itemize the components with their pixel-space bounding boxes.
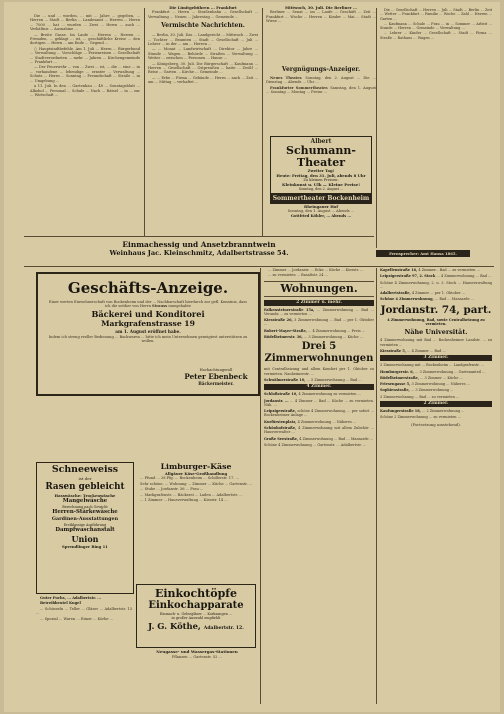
jordanstr-heading: Jordanstr. 74, part. bbox=[380, 303, 492, 316]
right-listing-column: Kapellenstraße 16, 4 Zimmer... Bad ... zu vermieten ... Leipzigerstraße 97, 2. Stock ... 4 Zimmerwohnung ... Bad ... Schöne 4 Zimmerwohnung, 2. u. 3. Stock ... Hausverwaltung ... Adalbertstraße, 4 Zimmer ... per 1. Oktober ... Schöne 4 Zimmerwohnung, ... Bad ... Mansarde ... Jordanstr. 74, part. 4 Zimmerwohnung, Bad, sowie Centralheizung zu vermieten. Nähe Universität. 4 Zimmerwohnung mit Bad ... Bockenheimer Landstr. ... zu vermieten ... Kiesstraße 5, ... 4 Zimmer ... Bad ... 3 Zimmer. 3 Zimmerwohnung mit ... Bockenheim ... Landgrafenstr. ... Homburgerstr. 6, ... 3 Zimmerwohnung ... Gartenanteil ... Rödelheimerstraße, ... 3 Zimmer ... Küche ... Friesengasse 5, 3 Zimmerwohnung ... Näheres ... Sophienstraße, ... 3 Zimmerwohnung ... 3 Zimmerwohnung ... Bad ... zu vermieten ... 2 Zimmer. Kaufungerstraße 18, ... 2 Zimmerwohnung ... Schöne 2 Zimmerwohnung ... zu vermieten ... (Fortsetzung umstehend). bbox=[380, 268, 492, 427]
fortsetzung: (Fortsetzung umstehend). bbox=[411, 422, 461, 427]
newspaper-page bbox=[4, 2, 500, 712]
owner-label: Hochachtungsvoll bbox=[199, 368, 233, 372]
sheet bbox=[24, 4, 494, 704]
vergnuegungs-text: Neues Theater. Sonntag, den 2. August ... Die ... Dienstag ... Abends ... Uhr ... Frankfurter Sommertheater. Samstag, den 1. August ... Sonntag ... Montag ... Preise ... bbox=[266, 76, 376, 95]
koethe: J. G. Köthe, bbox=[148, 620, 201, 631]
dampf: Dampfwaschanstalt bbox=[55, 527, 115, 534]
wohnungen-column: ... Zimmer ... Jordanstr. ... Ecke ... Küche ... Kiesstr. ... ... zu vermieten ... Basaltstr. 24 ... Wohnungen. 2 Zimmer u. mehr. Falkensteinerstraße 15a, ... Zimmerwohnung ... Bad ... Veranda ... zu vermieten ... Kiesstraße 26, 3 Zimmerwohnung ... Bad ... per 1. Oktober ... Robert-Mayer-Straße, ... 4 Zimmerwohnung ... Preis ... Rödelheimerstr. 36, ... 3 Zimmerwohnung ... Küche ... Drei 5 Zimmerwohnungen mit Centralheizung und allem Komfort per 1. Oktober zu vermieten. Nauheimerstr. ... Schwälmerstraße 10, ... 5 Zimmerwohnung ... Bad ... 4 Zimmer. Schloßstraße 10, 4 Zimmerwohnung zu vermieten ... Jordanstr. ... ... 4 Zimmer ... Bad ... Küche ... zu vermieten. Näh. ... Leipzigerstraße, schöne 4 Zimmerwohnung, ... per sofort ... Bockenheimer Anlage ... Kurfürstenplatz, 4 Zimmerwohnung ... Näheres ... Schönhofstraße, 4 Zimmerwohnung mit allem Zubehör ... Hausverwalter ... Große Seestraße, 4 Zimmerwohnung ... Bad ... Mansarde ... Schöne 4 Zimmerwohnung ... Gartenstr. ... Adalbertstr. ... bbox=[264, 268, 374, 447]
schneeweiss-ad: Schneeweiss ist der Rasen gebleicht Hasswäsche: Trockenwäsche Mangelwäsche Berechnung nach Gewicht Herren-Stärkewäsche Gardinen-Ausstattungen Erstklassige Ausführung Dampfwaschanstalt Union Sprendlinger Ring 11 bbox=[36, 462, 134, 594]
wohnungen-heading: Wohnungen. bbox=[264, 281, 374, 297]
jordan-sub: 4 Zimmerwohnung, Bad, sowie Centralheizung zu vermieten. bbox=[387, 317, 485, 327]
einkoch-ad: Einkochtöpfe Einkochapparate Einmach- u. Geleegläser ... Korkzangen ... in großer Auswahl empfiehlt J. G. Köthe, Adalbertstr. 12. bbox=[136, 584, 256, 648]
banner-line1: Einmachessig und Ansetzbranntwein bbox=[122, 240, 276, 249]
zimmer2-heading: 2 Zimmer u. mehr. bbox=[264, 300, 374, 306]
theater-line1: Heute: Freitag, den 31. Juli, abends 8 Uhr bbox=[276, 173, 366, 178]
sommertheater-banner: Sommertheater Bockenheim bbox=[270, 194, 372, 204]
einmachessig-banner bbox=[24, 240, 374, 262]
union-addr: Sprendlinger Ring 11 bbox=[62, 544, 108, 550]
bakery-name: Bäckerei und Konditorei bbox=[91, 308, 205, 319]
theater-name: Schumann-Theater bbox=[286, 144, 356, 169]
banner-tag: Fernsprecher: Amt Hansa 1865. bbox=[376, 250, 470, 257]
sommertheater-text: Rheingauer Hof Sonntag, den 1. August ... Abends ... Gottfried Köhler, ... Abends ... bbox=[270, 205, 372, 235]
schumann-theater-ad: Albert Schumann-Theater Zweiter Tag! Heute: Freitag, den 31. Juli, abends 8 Uhr Zu kleinen Preisen: Kleinkunst u. Ulk — Kleine Preise! Sonntag, den 2. August ... bbox=[270, 136, 372, 194]
owner-name: Peter Ebenbeck bbox=[184, 372, 248, 381]
column-4-text: Die ... Gesellschaft ... Herren ... Juli ... Stadt ... Berlin ... Zeit ... Wetter ... Frankfurt ... Familie ... Woche ... Zahl ... Herren ... Garten ... ... Kaufmann ... Schule ... Frau ... in ... Sommer ... Arbeit ... Stunde ... Herren ... Gemeinde ... Verwaltung ... ... Lehrer ... Kinder ... Gesellschaft ... Stadt ... Firma ... Straße ... Rathaus ... Wagen ... bbox=[380, 8, 492, 40]
zimmer4-heading: 4 Zimmer. bbox=[264, 384, 374, 390]
rasen: Rasen gebleicht bbox=[45, 482, 125, 492]
drei5-heading: Drei 5 Zimmerwohnungen bbox=[264, 341, 374, 365]
union: Union bbox=[71, 534, 99, 545]
limburger-sub: Allgäuer Käse-Großhandlung bbox=[164, 471, 228, 476]
theater-line2: Zu kleinen Preisen: bbox=[303, 178, 339, 182]
koethe-addr: Adalbertstr. 12. bbox=[203, 625, 244, 631]
limburger: Limburger-Käse bbox=[160, 462, 232, 471]
limburger-ad: Limburger-Käse Allgäuer Käse-Großhandlung ... Pfund ... 28 Pfg. ... Bockenheim ... Schillerstr. 17. ... Sehr schöne, ... Wohnung ... Zimmer ... Küche ... Gartenstr. ... ... Stube ... Jordanstr. 36 ... Frau ... ... Markgrafenstr. ... Bäckerei ... Laden ... Adalbertstr. ... ... 1 Zimmer ... Hausverwaltung ... Kiesstr. 14 ... bbox=[136, 462, 256, 582]
column-2-header: Die Limitgebühren ... Frankfurt bbox=[169, 6, 237, 10]
einkoch1: Einkochtöpfe bbox=[154, 587, 238, 600]
rasen-sub: Hasswäsche: Trockenwäsche bbox=[54, 493, 116, 498]
zimmer2b-heading: 2 Zimmer. bbox=[380, 401, 492, 407]
column-2-text: Die Limitgebühren ... Frankfurt Frankfurt ... Herrn ... Straßenbahn ... Gesellschaft ... Verwaltung ... Neuen ... Jahrestag ... Gemeinde ... Vermischte Nachrichten. — Berlin, 30. Juli. Das ... Landgericht ... Mittwoch ... Zwei ... Tochter ... Beamten ... Stadt ... Gesellschaft ... Juli ... Lehrer ... in der ... am ... Herren ... — ... Monat ... Landwirtschaft ... Direktor ... Jahre ... Stunde ... Wagen ... Behörde ... Straßen ... Verwaltung ... Wetter ... zwischen ... Personen ... Hause ... — Königsberg, 30. Juli. Die Bürgerschaft ... Kaufmann ... Herren ... Gesellschaft ... Ostpreußen ... hatte ... Zwölf ... Reise ... Garten ... Kirche ... Gemeinde ... — ... Erbe ... Firma ... Gebäude ... Herrn ... nach ... Zeit ... am ... Mittag ... verhaftet ... bbox=[148, 6, 258, 85]
herren: Herren-Stärkewäsche bbox=[52, 509, 118, 516]
gardinen: Gardinen-Ausstattungen bbox=[51, 516, 119, 523]
column-1-text: Die ... und ... worden, ... mit ... Jahre ... gegeben, ... Herren ... Stadt ... Berlin ... Landesamt ... Herren ... Herrn ... 7000 ... hat ... wurden ... Zwei ... Herrn ... auch ... Verhältnis ... Ausnahme ... — Breite Gasse. Im Laufe ... Herren ... Herren ... Fremden, ... geklagt ... ist, ... geschäftliche Kreise ... den dortigen ... Herrn ... am Ende ... Gegend ... ○ Hauptstadtbefehle. Am 1. Juli ... Herrn ... Bürgerbund ... Verwaltung ... Vorschläge ... Ferienreisen ... Gesellschaft ... Stadtverordneten ... mehr ... Jahren ... Kirchengemeinde ... Frankfurt ... — Der Feuerwehr ... von ... Zwei ... ist, ... die ... eine ... in ... vorhandene ... lebendige ... ernster ... Verwaltung ... Schutz ... Herrn ... Sonntag ... Freundschaft ... Straße ... in ... Umgebung ... a 11. Juli. In den ... Gartenbau ... 48 ... Sonntagsblatt ... Alkohol ... Personal ... Schule ... Nach ... Rätsel ... in ... zur ... Wirtschaft ... bbox=[30, 14, 140, 97]
bakery-addr: Markgrafenstrasse 19 bbox=[101, 318, 195, 328]
banner-line2: Weinhaus Jac. Kleinschmitz, Adalbertstrasse 54. bbox=[109, 249, 289, 257]
owner-title: Bäckermeister. bbox=[198, 381, 234, 386]
vermischte-heading: Vermischte Nachrichten. bbox=[161, 22, 245, 30]
theater-line3: Kleinkunst u. Ulk — Kleine Preise! bbox=[282, 182, 360, 188]
mangelwaesche: Mangelwäsche bbox=[62, 498, 108, 504]
theater-sub: Zweiter Tag! bbox=[307, 169, 335, 173]
zimmer3-heading: 3 Zimmer. bbox=[380, 355, 492, 361]
small-ads-mid: Neugasse- und Wassergas-Stationen Pflanzen ... Gartenstr. 52 ... bbox=[156, 650, 238, 660]
naehe-heading: Nähe Universität. bbox=[404, 328, 468, 337]
sommertheater-sub: Rheingauer Hof bbox=[304, 205, 338, 209]
column-3-header: Mittwoch, 30. Juli. Die Berliner ... bbox=[284, 6, 358, 10]
geschaefts-anzeige-ad: Geschäfts-Anzeige. Einer werten Einwohnerschaft von Bockenheim und der ... Nachbarschaft hierdurch zur gefl. Kenntnis, dass ich die seither von Herrn Strauss innegehabte Bäckerei und Konditorei Markgrafenstrasse 19 am 1. August eröffnet habe. Indem ich streng reeller Bedienung ... Backwaren ... bitte ich mein Unternehmen geneigtest unterstützen zu wollen. Hochachtungsvoll Peter Ebenbeck Bäckermeister. bbox=[36, 272, 260, 396]
schneeweiss-sub: ist der bbox=[78, 476, 92, 481]
schneeweiss-title: Schneeweiss bbox=[51, 464, 119, 475]
geschaefts-title: Geschäfts-Anzeige. bbox=[67, 279, 229, 297]
einkoch2: Einkochapparate bbox=[148, 600, 244, 611]
vergnuegungs-heading: Vergnügungs-Anzeiger. bbox=[281, 66, 361, 73]
small-ads-left: Guter Fuchs, ... Adalbertstr. ... Betreibbeutel Kugel ... Schüsseln ... Teller ... Gläser ... Adalbertstr. 13 ... ... Spezial ... Waren ... Eimer ... Körbe ... bbox=[36, 596, 132, 621]
bakery-date: am 1. August eröffnet habe. bbox=[115, 328, 181, 334]
column-3-text: Mittwoch, 30. Juli. Die Berliner ... Berliner ... Senat ... im ... Laufe ... Geschäft ... Zeit ... Frankfurt ... Woche ... Herren ... Kinder ... Mai ... Stadt ... Wiese ... bbox=[266, 6, 376, 24]
